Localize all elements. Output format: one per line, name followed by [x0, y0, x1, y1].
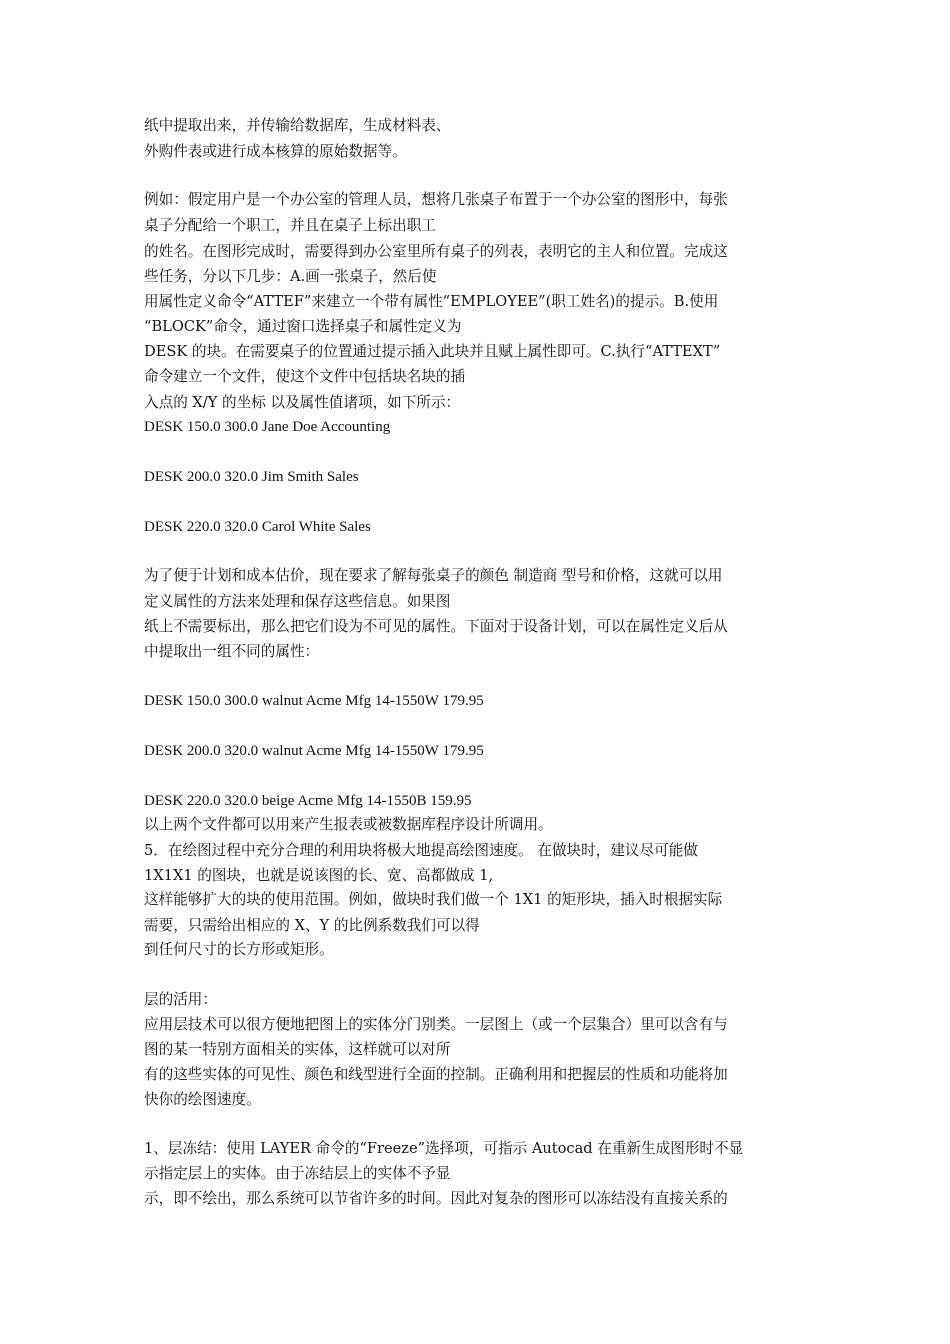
text-line: “BLOCK”命令，通过窗口选择桌子和属性定义为 [144, 318, 462, 335]
text-line: 以上两个文件都可以用来产生报表或被数据库程序设计所调用。 [144, 816, 553, 833]
text-line: 示，即不绘出，那么系统可以节省许多的时间。因此对复杂的图形可以冻结没有直接关系的 [144, 1190, 728, 1207]
text-line: 1X1X1 的图块，也就是说该图的长、宽、高都做成 1, [144, 867, 494, 884]
text-line: 些任务，分以下几步：A.画一张桌子，然后使 [144, 268, 437, 285]
text-line: 中提取出一组不同的属性： [144, 643, 320, 660]
text-line: DESK 200.0 320.0 Jim Smith Sales [144, 469, 359, 485]
text-line: 入点的 X/Y 的坐标 以及属性值诸项，如下所示： [144, 394, 461, 411]
text-line: 层的活用： [144, 991, 217, 1008]
text-line: 的姓名。在图形完成时，需要得到办公室里所有桌子的列表，表明它的主人和位置。完成这 [144, 243, 728, 260]
text-line: DESK 的块。在需要桌子的位置通过提示插入此块并且赋上属性即可。C.执行“ATTEXT” [144, 343, 721, 360]
text-line: 快你的绘图速度。 [144, 1091, 261, 1108]
text-line: 应用层技术可以很方便地把图上的实体分门别类。一层图上（或一个层集合）里可以含有与 [144, 1016, 728, 1033]
text-line: DESK 220.0 320.0 Carol White Sales [144, 519, 371, 535]
text-line: DESK 150.0 300.0 walnut Acme Mfg 14-1550W 179.95 [144, 693, 484, 709]
text-line: 桌子分配给一个职工，并且在桌子上标出职工 [144, 217, 436, 234]
text-line: 示指定层上的实体。由于冻结层上的实体不予显 [144, 1165, 451, 1182]
text-line: 定义属性的方法来处理和保存这些信息。如果图 [144, 593, 451, 610]
text-line: 有的这些实体的可见性、颜色和线型进行全面的控制。正确利用和把握层的性质和功能将加 [144, 1066, 728, 1083]
text-line: DESK 220.0 320.0 beige Acme Mfg 14-1550B 159.95 [144, 793, 472, 809]
text-line: 需要，只需给出相应的 X、Y 的比例系数我们可以得 [144, 917, 480, 934]
text-line: 命令建立一个文件，使这个文件中包括块名块的插 [144, 368, 466, 385]
text-line: 为了便于计划和成本估价，现在要求了解每张桌子的颜色 制造商 型号和价格，这就可以用 [144, 567, 723, 584]
text-line: 1、层冻结：使用 LAYER 命令的“Freeze”选择项，可指示 Autocad 在重新生成图形时不显 [144, 1140, 744, 1157]
text-line: 外购件表或进行成本核算的原始数据等。 [144, 143, 407, 160]
text-line: 纸上不需要标出，那么把它们设为不可见的属性。下面对于设备计划，可以在属性定义后从 [144, 618, 728, 635]
text-line: DESK 200.0 320.0 walnut Acme Mfg 14-1550W 179.95 [144, 743, 484, 759]
text-line: 用属性定义命令“ATTEF”来建立一个带有属性“EMPLOYEE”(职工姓名)的提示。B.使用 [144, 293, 719, 310]
text-line: 例如：假定用户是一个办公室的管理人员，想将几张桌子布置于一个办公室的图形中，每张 [144, 191, 728, 208]
text-line: 图的某一特别方面相关的实体，这样就可以对所 [144, 1041, 451, 1058]
text-line: 到任何尺寸的长方形或矩形。 [144, 941, 334, 958]
text-line: DESK 150.0 300.0 Jane Doe Accounting [144, 419, 391, 435]
text-line: 5．在绘图过程中充分合理的利用块将极大地提高绘图速度。 在做块时，建议尽可能做 [144, 842, 698, 859]
text-line: 这样能够扩大的块的使用范围。例如，做块时我们做一个 1X1 的矩形块，插入时根据实际 [144, 891, 723, 908]
text-line: 纸中提取出来，并传输给数据库，生成材料表、 [144, 117, 451, 134]
